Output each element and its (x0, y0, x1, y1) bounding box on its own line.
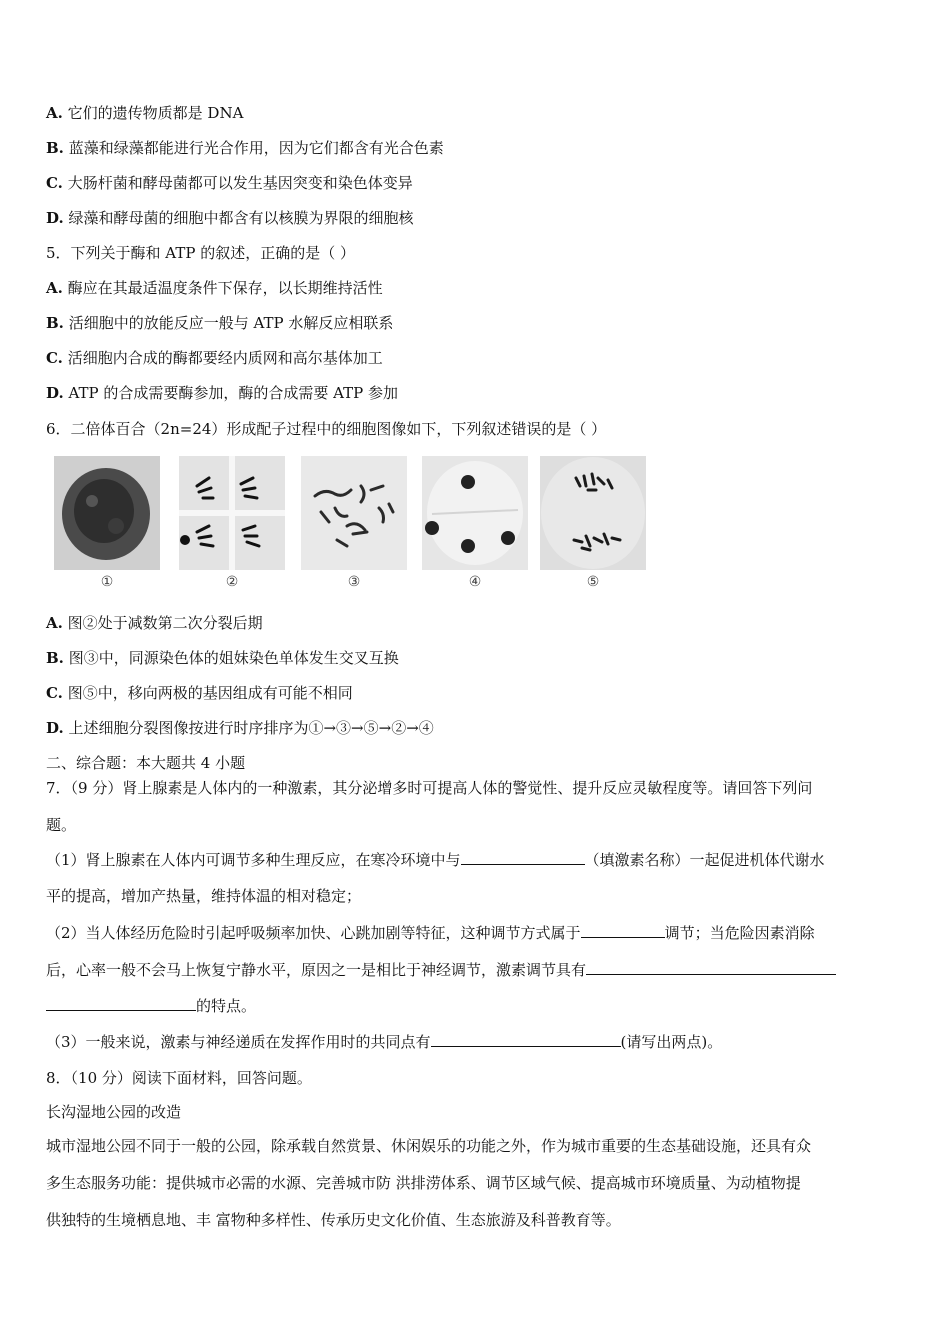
q5-option-b: B. 活细胞中的放能反应一般与 ATP 水解反应相联系 (46, 314, 394, 332)
cell-image-1 (54, 456, 160, 570)
figure-label-4: ④ (468, 574, 482, 590)
q5-option-c: C. 活细胞内合成的酶都要经内质网和高尔基体加工 (46, 349, 383, 367)
answer-blank-4[interactable] (431, 1032, 621, 1047)
answer-blank-3[interactable] (586, 960, 836, 975)
q7-part2-line3: 的特点。 (46, 996, 256, 1016)
q5-option-d: D. ATP 的合成需要酶参加，酶的合成需要 ATP 参加 (46, 384, 399, 402)
figure-label-1: ① (100, 574, 114, 590)
cell-image-4 (422, 456, 528, 570)
q8-passage-line2: 多生态服务功能：提供城市必需的水源、完善城市防 洪排涝体系、调节区域气候、提高城市环境质量、为动植物提 (46, 1174, 801, 1192)
q8-passage-line1: 城市湿地公园不同于一般的公园，除承载自然赏景、休闲娱乐的功能之外，作为城市重要的生态基础设施，还具有众 (46, 1137, 812, 1155)
q7-stem-line1: 7．（9 分）肾上腺素是人体内的一种激素，其分泌增多时可提高人体的警觉性、提升反应灵敏程度等。请回答下列问 (46, 779, 813, 797)
answer-blank-3-cont[interactable] (46, 996, 196, 1011)
q7-part1-line2: 平的提高，增加产热量，维持体温的相对稳定； (46, 887, 362, 905)
q6-option-a: A. 图②处于减数第二次分裂后期 (46, 614, 263, 632)
cell-image-2 (179, 456, 285, 570)
cell-image-5 (540, 456, 646, 570)
q4-option-d: D. 绿藻和酵母菌的细胞中都含有以核膜为界限的细胞核 (46, 209, 414, 227)
q7-part3: （3）一般来说，激素与神经递质在发挥作用时的共同点有 (请写出两点)。 (46, 1033, 723, 1051)
q6-option-d: D. 上述细胞分裂图像按进行时序排序为①→③→⑤→②→④ (46, 719, 434, 737)
q7-stem-line2: 题。 (46, 816, 77, 834)
q7-part1-line1: （1）肾上腺素在人体内可调节多种生理反应，在寒冷环境中与 （填激素名称）一起促进机体代谢水 (46, 851, 825, 869)
answer-blank-2[interactable] (581, 923, 665, 938)
answer-blank-1[interactable] (461, 850, 585, 865)
q4-option-a: A. 它们的遗传物质都是 DNA (46, 104, 244, 122)
q8-passage-line3: 供独特的生境栖息地、丰 富物种多样性、传承历史文化价值、生态旅游及科普教育等。 (46, 1211, 621, 1229)
section-2-title: 二、综合题：本大题共 4 小题 (46, 754, 246, 772)
figure-label-5: ⑤ (586, 574, 600, 590)
q5-option-a: A. 酶应在其最适温度条件下保存，以长期维持活性 (46, 279, 383, 297)
figure-label-3: ③ (347, 574, 361, 590)
q6-option-c: C. 图⑤中，移向两极的基因组成有可能不相同 (46, 684, 353, 702)
q6-option-b: B. 图③中，同源染色体的姐妹染色单体发生交叉互换 (46, 649, 399, 667)
q5-stem: 5．下列关于酶和 ATP 的叙述，正确的是（ ） (46, 244, 355, 262)
q4-option-c: C. 大肠杆菌和酵母菌都可以发生基因突变和染色体变异 (46, 174, 413, 192)
cell-figures (54, 456, 654, 596)
q7-part2-line2: 后，心率一般不会马上恢复宁静水平，原因之一是相比于神经调节，激素调节具有 (46, 960, 836, 980)
q8-stem: 8．（10 分）阅读下面材料，回答问题。 (46, 1069, 312, 1087)
q4-option-b: B. 蓝藻和绿藻都能进行光合作用，因为它们都含有光合色素 (46, 139, 444, 157)
q8-passage-title: 长沟湿地公园的改造 (46, 1103, 182, 1121)
figure-label-2: ② (225, 574, 239, 590)
q6-stem: 6．二倍体百合（2n=24）形成配子过程中的细胞图像如下，下列叙述错误的是（ ） (46, 420, 607, 438)
q7-part2-line1: （2）当人体经历危险时引起呼吸频率加快、心跳加剧等特征，这种调节方式属于 调节；当危险因素消除 (46, 924, 815, 942)
cell-image-3 (301, 456, 407, 570)
